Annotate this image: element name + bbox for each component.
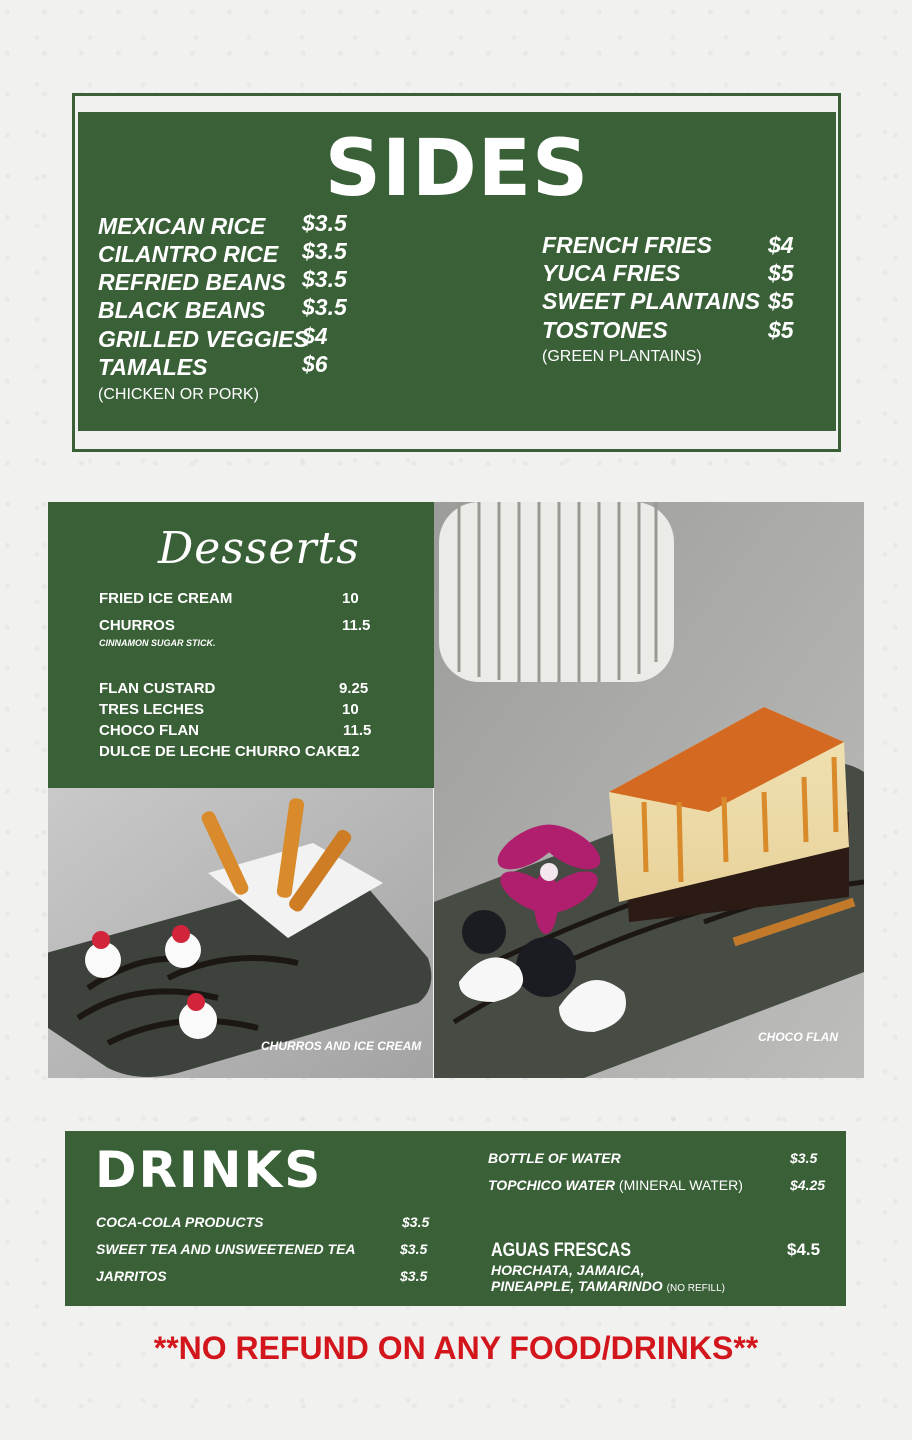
dessert-name: CHURROS — [99, 617, 175, 634]
drink-name: BOTTLE OF WATER — [488, 1150, 621, 1166]
drinks-title: DRINKS — [95, 1141, 323, 1199]
side-price: $6 — [302, 351, 328, 377]
drink-price: $3.5 — [400, 1268, 428, 1284]
drink-price: $3.5 — [790, 1150, 818, 1166]
dessert-name: TRES LECHES — [99, 701, 205, 718]
dessert-price: 11.5 — [343, 722, 372, 739]
refund-notice: **NO REFUND ON ANY FOOD/DRINKS** — [153, 1330, 759, 1366]
aguas-flavors-text: PINEAPPLE, TAMARINDO — [491, 1278, 663, 1294]
side-name: YUCA FRIES — [542, 260, 681, 286]
aguas-flavors-line2 — [491, 1278, 725, 1294]
aguas-frescas-price: $4.5 — [787, 1240, 821, 1259]
churros-photo — [48, 788, 433, 1078]
dessert-price: 10 — [342, 590, 359, 607]
drink-name: COCA-COLA PRODUCTS — [96, 1214, 264, 1230]
drink-name: JARRITOS — [96, 1268, 167, 1284]
choco-flan-photo-art — [434, 502, 864, 1078]
desserts-title: Desserts — [158, 523, 360, 574]
side-price: $4 — [768, 232, 794, 258]
side-price: $3.5 — [302, 238, 347, 264]
drink-item — [96, 1213, 263, 1231]
drink-item — [488, 1149, 621, 1167]
side-name: FRENCH FRIES — [542, 232, 712, 258]
dessert-name: FRIED ICE CREAM — [99, 590, 233, 607]
side-name: REFRIED BEANS — [98, 269, 286, 295]
dessert-price: 9.25 — [339, 680, 369, 697]
choco-flan-photo — [434, 502, 864, 1078]
drink-item — [488, 1176, 743, 1194]
aguas-frescas-title: AGUAS FRESCAS — [491, 1240, 631, 1261]
side-price: $5 — [768, 260, 794, 286]
tostones-note: (GREEN PLANTAINS) — [542, 348, 702, 365]
drink-price: $4.25 — [790, 1177, 826, 1193]
drinks-panel — [65, 1131, 846, 1306]
drink-name: TOPCHICO WATER — [488, 1177, 616, 1193]
side-name: TOSTONES — [542, 317, 668, 343]
side-name: TAMALES — [98, 354, 208, 380]
dessert-name: DULCE DE LECHE CHURRO CAKE — [99, 743, 348, 760]
side-name: MEXICAN RICE — [98, 213, 266, 239]
side-name: GRILLED VEGGIES — [98, 326, 309, 352]
side-price: $3.5 — [302, 210, 347, 236]
drink-item — [96, 1267, 167, 1285]
dessert-price: 10 — [342, 701, 359, 718]
desserts-panel — [48, 502, 434, 788]
drink-price: $3.5 — [400, 1241, 428, 1257]
drink-item — [96, 1240, 356, 1258]
side-price: $3.5 — [302, 266, 347, 292]
churros-caption: CHURROS AND ICE CREAM — [261, 1039, 422, 1053]
side-price: $5 — [768, 317, 794, 343]
dessert-name: FLAN CUSTARD — [99, 680, 216, 697]
sides-title: SIDES — [324, 124, 590, 214]
tamales-note: (CHICKEN OR PORK) — [98, 386, 259, 403]
drink-price: $3.5 — [402, 1214, 430, 1230]
aguas-flavors-line1: HORCHATA, JAMAICA, — [491, 1262, 645, 1278]
drink-name: SWEET TEA AND UNSWEETENED TEA — [96, 1241, 356, 1257]
churros-photo-art — [48, 788, 433, 1078]
drink-extra: (MINERAL WATER) — [615, 1177, 743, 1193]
side-price: $4 — [302, 323, 328, 349]
choco-flan-caption: CHOCO FLAN — [758, 1030, 838, 1044]
sides-panel — [78, 112, 836, 431]
side-name: SWEET PLANTAINS — [542, 288, 761, 314]
dessert-price: 11.5 — [342, 617, 371, 634]
no-refill-note: (NO REFILL) — [666, 1283, 725, 1294]
side-name: BLACK BEANS — [98, 297, 266, 323]
dessert-subtitle: CINNAMON SUGAR STICK. — [99, 638, 216, 648]
side-price: $5 — [768, 288, 794, 314]
dessert-price: 12 — [343, 743, 360, 760]
dessert-name: CHOCO FLAN — [99, 722, 199, 739]
side-name: CILANTRO RICE — [98, 241, 279, 267]
side-price: $3.5 — [302, 294, 347, 320]
